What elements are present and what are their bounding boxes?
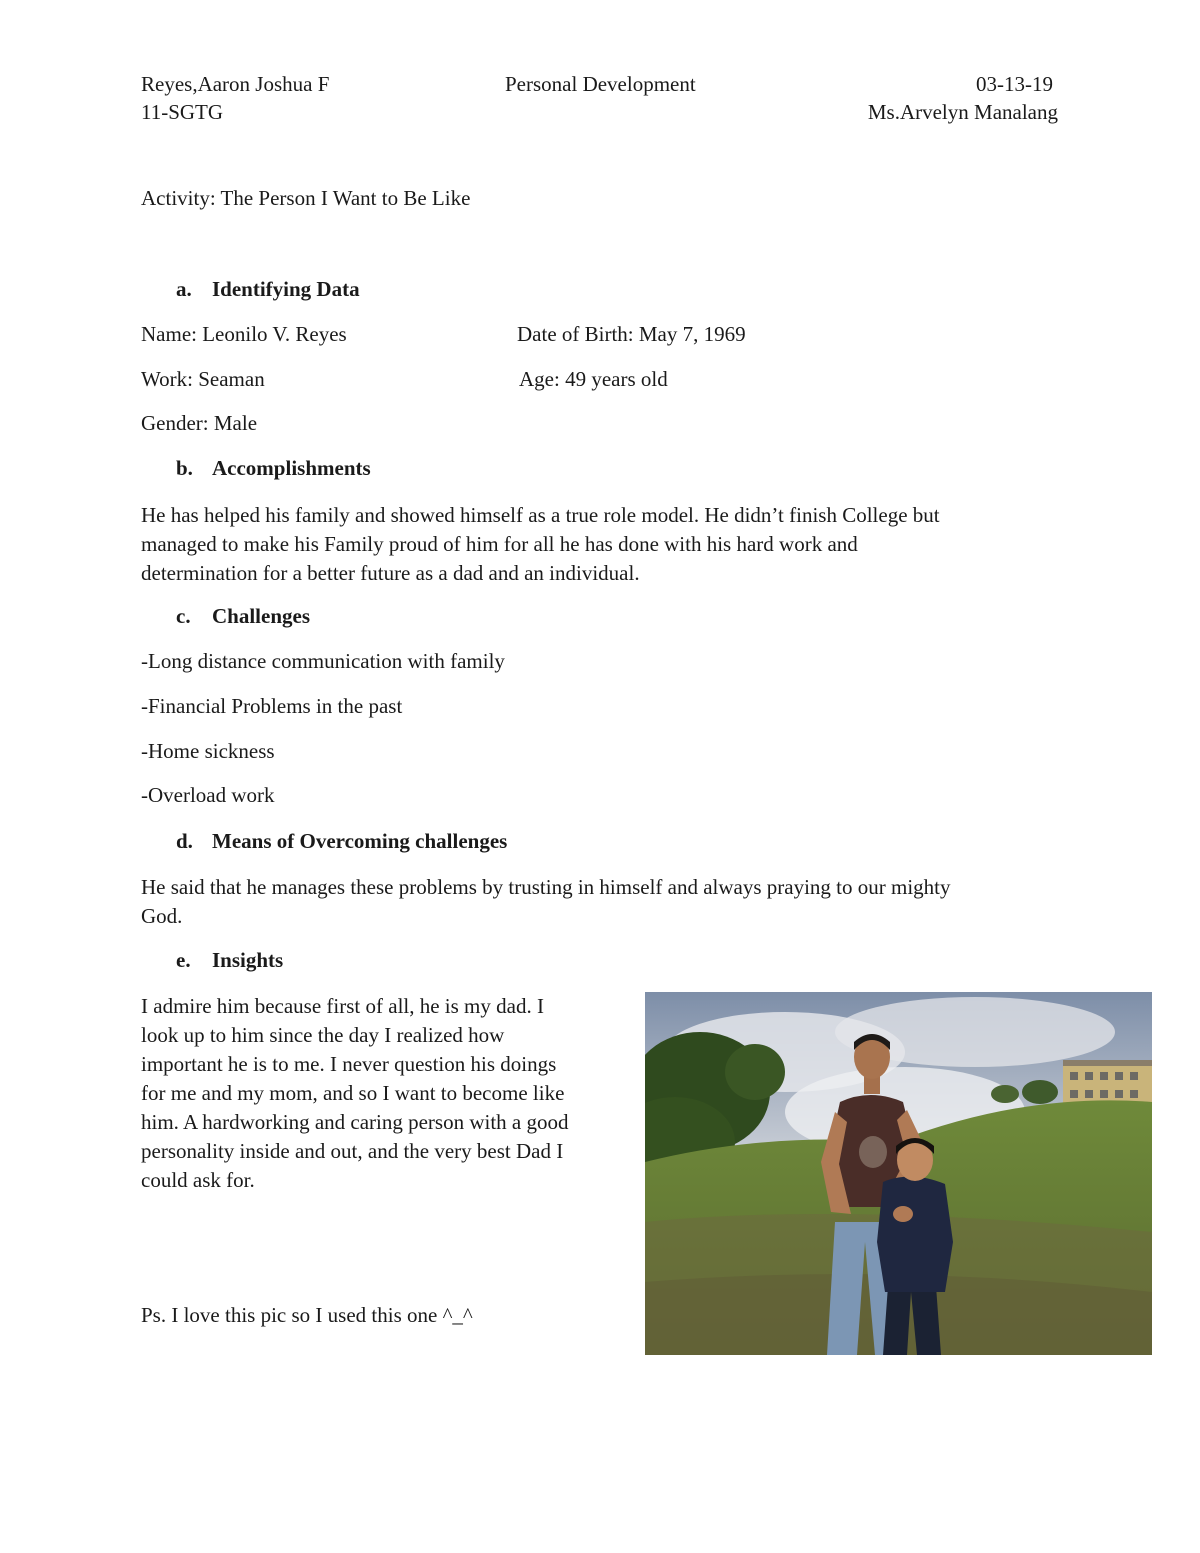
field-work: Work: Seaman: [141, 367, 265, 391]
teacher-name: Ms.Arvelyn Manalang: [867, 100, 1058, 124]
paragraph-line: look up to him since the day I realized how: [141, 1023, 505, 1047]
overcoming-paragraph: [141, 873, 951, 931]
field-gender: Gender: Male: [141, 411, 258, 435]
section-title: Means of Overcoming challenges: [212, 829, 508, 853]
challenge-item: -Long distance communication with family: [141, 649, 505, 673]
paragraph-line: I admire him because first of all, he is my dad. I: [141, 994, 544, 1018]
insights-paragraph: [141, 992, 631, 1195]
section-letter: b.: [176, 456, 193, 480]
paragraph-line: God.: [141, 904, 183, 928]
field-age: Age: 49 years old: [519, 367, 668, 391]
section-letter: c.: [176, 604, 191, 628]
challenge-item: -Home sickness: [141, 739, 275, 763]
challenge-item: -Overload work: [141, 783, 275, 807]
paragraph-line: determination for a better future as a dad and an individual.: [141, 561, 640, 585]
subject-title: Personal Development: [505, 72, 696, 96]
section-insights: [176, 948, 283, 973]
paragraph-line: important he is to me. I never question his doings: [141, 1052, 557, 1076]
header-right: [868, 70, 1058, 126]
ps-note: Ps. I love this pic so I used this one ^_^: [141, 1303, 473, 1327]
section-letter: e.: [176, 948, 191, 972]
section-letter: d.: [176, 829, 193, 853]
paragraph-line: him. A hardworking and caring person with a good: [141, 1110, 569, 1134]
activity-title: Activity: The Person I Want to Be Like: [141, 186, 471, 210]
student-name: Reyes,Aaron Joshua F: [141, 72, 330, 96]
section-challenges: [176, 604, 310, 629]
field-date-of-birth: Date of Birth: May 7, 1969: [517, 322, 746, 346]
paragraph-line: He said that he manages these problems by trusting in himself and always praying to our mighty: [141, 875, 951, 899]
photo-father-and-son: [645, 992, 1152, 1355]
challenge-item: -Financial Problems in the past: [141, 694, 403, 718]
accomplishments-paragraph: [141, 501, 940, 588]
section-title: Accomplishments: [212, 456, 371, 480]
section-letter: a.: [176, 277, 192, 301]
section-title: Challenges: [212, 604, 311, 628]
paragraph-line: managed to make his Family proud of him for all he has done with his hard work and: [141, 532, 858, 556]
student-section: 11-SGTG: [141, 100, 224, 124]
paragraph-line: personality inside and out, and the very best Dad I: [141, 1139, 564, 1163]
paragraph-line: could ask for.: [141, 1168, 255, 1192]
section-title: Identifying Data: [212, 277, 360, 301]
section-accomplishments: [176, 456, 371, 481]
section-overcoming-challenges: [176, 829, 507, 854]
section-identifying-data: [176, 277, 360, 302]
field-name: Name: Leonilo V. Reyes: [141, 322, 347, 346]
section-title: Insights: [212, 948, 284, 972]
header-left: [141, 70, 329, 126]
paragraph-line: for me and my mom, and so I want to become like: [141, 1081, 565, 1105]
date: 03-13-19: [976, 72, 1053, 96]
paragraph-line: He has helped his family and showed himself as a true role model. He didn’t finish College but: [141, 503, 940, 527]
